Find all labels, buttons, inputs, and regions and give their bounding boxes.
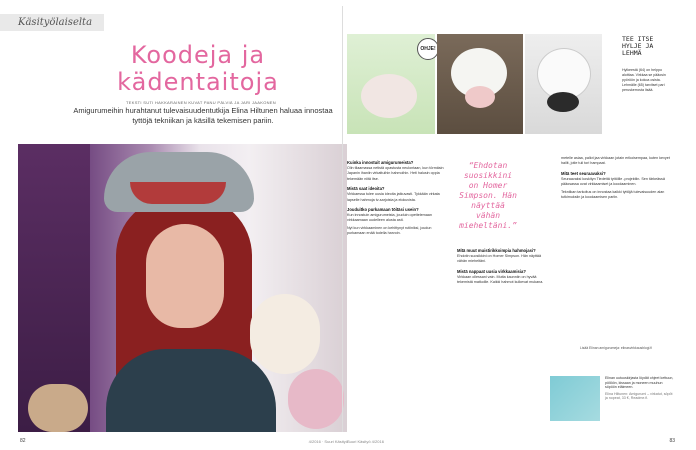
right-page	[347, 6, 677, 444]
question-heading: Mitä muut muistirikkoimpia hahmojasi?	[457, 248, 536, 253]
ohje-badge: OHJE!	[417, 38, 439, 60]
amigurumi-photo-strip	[347, 34, 602, 134]
seal-photo	[347, 34, 435, 134]
page-footer: Suuri Käsityö 4/2016	[347, 439, 384, 444]
question-heading: Kuinka innostuit amigurumeista?	[347, 160, 414, 165]
amigurumi-toy	[288, 369, 344, 429]
column-3	[561, 156, 671, 202]
answer-text: Kun innostuin amigurumeista, jouduin opettelemaan virkkaamaan uudelleen alusta asti.	[347, 213, 432, 223]
headline-line-2: kädentaitoja	[117, 68, 279, 96]
page-number: 83	[669, 438, 675, 444]
sidebar-text: Hylkeestä (64) on helppo aloittaa. Virkkaa se pääosin pyöröön ja kokoa osista. Lehmälle (65) tarvitset pari peruskerrosta lisää.	[622, 68, 666, 92]
woman-face	[146, 224, 224, 328]
sidebar-title: TEE ITSE HYLJE JA LEHMÄ	[622, 35, 654, 57]
cow-snout	[465, 86, 495, 108]
question-heading: Jouduitko purkamaan töitäsi usein?	[347, 207, 419, 213]
answer-text: Ehdotin suosikkini on Homer Simpson. Hän näyttää vähän mieheltäni.	[457, 254, 542, 264]
amigurumi-toy	[250, 294, 320, 374]
answer-text: Seuraavaksi koskityn Tiedettä tyttöille -projektiin. Sen tärkeässä pääosassa ovat virkkaamiset ja koodaaminen.	[561, 176, 665, 187]
answer-text: Olin tilaamassa netistä opastusta neulontaan, kun törmäsin Japanin ihaniin virkattuihin hahmoihin. Heti halusin oppia tekemään niitä itse.	[347, 166, 444, 181]
pull-quote: “Ehdotan suosikkini on Homer Simpson. Hän näyttää vähän mieheltäni.”	[459, 161, 517, 230]
shark-hat-mouth	[130, 182, 226, 204]
page-gutter	[342, 6, 343, 432]
book-blurb	[605, 376, 675, 401]
cow-body	[547, 92, 579, 112]
byline: TEKSTI SUTI HAKKARAINEN KUVAT PANU PÄLVIÄ JA JARI JAAKONEN	[126, 100, 276, 105]
question-heading: Mistä nappaat uusia virkkaamisia?	[457, 268, 526, 274]
column-1	[347, 156, 447, 239]
headline-line-1: Koodeja ja	[130, 41, 266, 69]
left-page	[18, 6, 348, 444]
page-footer: 4/2016 · Suuri Käsityö	[308, 439, 348, 444]
book-cover	[550, 376, 600, 421]
answer-text: Nyt kun virkkaaminen on kehittynyt rutiiniksi, joudun purkamaan enää todella harvoin.	[347, 225, 432, 236]
portrait-photo	[18, 144, 348, 432]
cow-photo	[437, 34, 523, 134]
answer-text: Virkkaan ollessani vain. Mutta kaunniin on hyvää tekemistä matkoille. Kaikki hahmot kulkevat mukana.	[457, 274, 544, 285]
question-heading: Mitä teet seuraavaksi?	[561, 170, 606, 176]
cow-photo-2	[525, 34, 602, 134]
seal-amigurumi	[361, 74, 417, 118]
answer-text: metelle asiaa, pallot jaa virkkaan jotain erikoisempaa, kuten kevyet hailit, jotle tuli tori hampaat.	[561, 156, 670, 166]
column-2	[457, 244, 552, 288]
section-tag: Käsityölaiselta	[0, 14, 104, 31]
article-headline	[78, 42, 318, 96]
answer-text: Tekniikan tarkoitus on innostaa kaikki tyttöjä tulevaisuuden alan tutkimuksiin ja koodaamisen pariin.	[561, 189, 665, 200]
page-number: 82	[20, 438, 26, 444]
book-blurb-text: Elinan uutuuskirjasta löydät ohjeet kettuun, pöllöön, kissaan ja moneen muuhun söpöön eläimeen.	[605, 376, 674, 390]
amigurumi-toy	[28, 384, 88, 432]
photo-credit: Lisää Elinan amigurumeja: elinasvirkkausblogi.fi	[580, 346, 652, 350]
book-note: Elina Hiltunen: Amigurumi – virkatut, söpöt ja nopeat, 33 €, Readme.fi.	[605, 391, 673, 401]
woman-body	[106, 349, 276, 432]
answer-text: Virkkaessa tulee uusia ideoita jatkuvasti. Tykkään virkata lapselle hahmoja tv-sarjoista ja elokuvista.	[347, 192, 440, 202]
question-heading: Mistä saat ideoita?	[347, 186, 385, 192]
lead-paragraph: Amigurumeihin hurahtanut tulevaisuudentutkija Elina Hiltunen haluaa innostaa tyttöjä tekniikan ja käsillä tekemisen pariin.	[73, 106, 333, 125]
